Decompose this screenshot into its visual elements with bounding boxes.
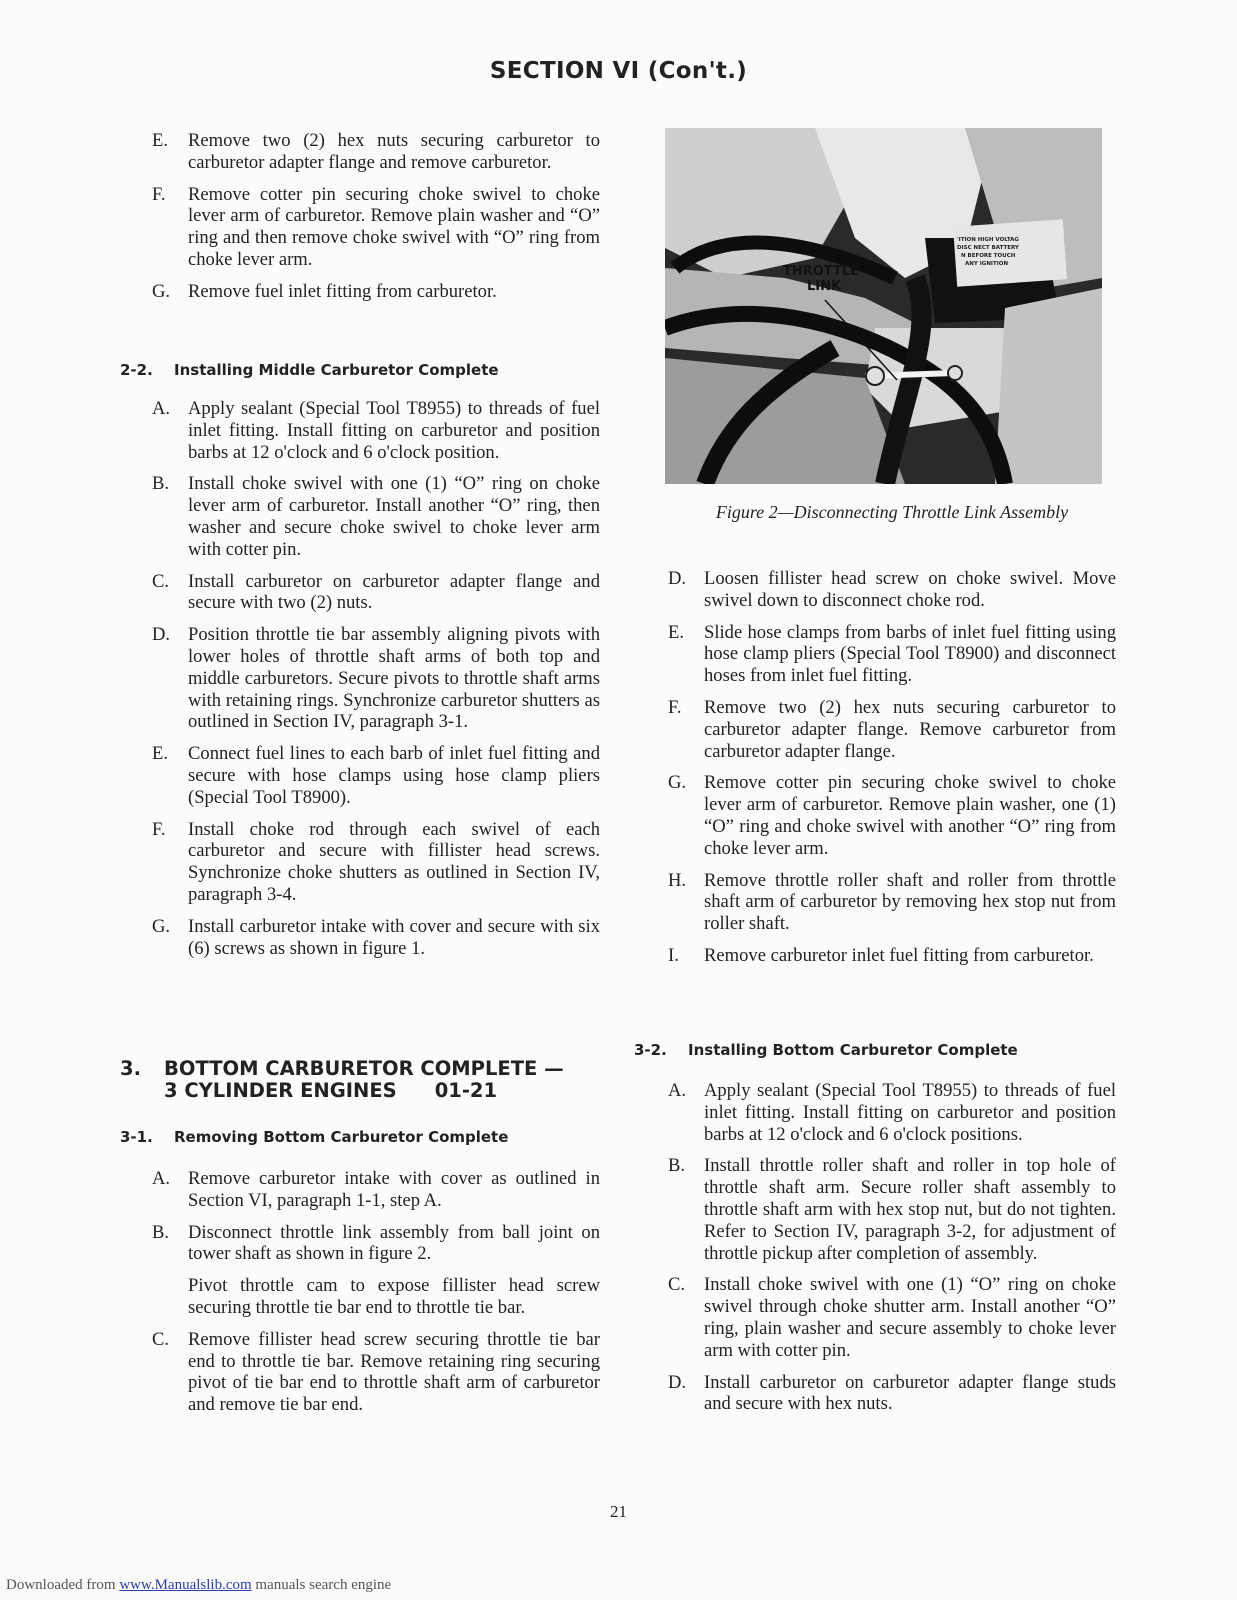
step-item	[668, 1155, 1116, 1264]
step-item	[152, 184, 600, 271]
step-letter: C.	[152, 570, 170, 592]
step-text: Install throttle roller shaft and roller in top hole of throttle shaft arm. Secure roller shaft assembly to throttle shaft arm with hex stop nut, but do not tighten. Refer to Section IV, paragraph 3-2, for adjustment of throttle pickup after completion of assembly.	[704, 1155, 1116, 1264]
decal-text: ANY IGNITION	[965, 261, 1009, 267]
step-item	[152, 916, 600, 960]
step-item	[152, 571, 600, 615]
step-item	[668, 697, 1116, 762]
step-letter: B.	[668, 1155, 686, 1177]
section-title: Installing Middle Carburetor Complete	[174, 361, 499, 379]
step-letter: H.	[668, 869, 687, 891]
step-text: Remove carburetor inlet fuel fitting from carburetor.	[704, 944, 1094, 966]
right-column-steps	[668, 568, 1116, 977]
step-text: Apply sealant (Special Tool T8955) to threads of fuel inlet fitting. Install fitting on carburetor and position barbs at 12 o'clock and 6 o'clock positions.	[704, 1080, 1116, 1145]
manualslib-link[interactable]: www.Manualslib.com	[119, 1577, 252, 1593]
step-text: Connect fuel lines to each barb of inlet fuel fitting and secure with hose clamps using hose clamp pliers (Special Tool T8900).	[188, 743, 600, 808]
step-item	[152, 398, 600, 463]
download-footer	[6, 1577, 391, 1594]
step-item	[668, 1274, 1116, 1361]
figure-caption: Figure 2—Disconnecting Throttle Link Assembly	[715, 502, 1069, 522]
figure-label-throttle: THROTTLE	[783, 264, 860, 279]
step-letter: A.	[668, 1080, 687, 1101]
section-3-2-steps	[668, 1080, 1116, 1425]
step-letter: I.	[668, 944, 679, 966]
step-item	[152, 1222, 600, 1266]
step-item	[668, 568, 1116, 612]
step-letter: F.	[668, 696, 682, 718]
section-3-2-heading	[634, 1041, 1018, 1059]
page-number: 21	[610, 1502, 627, 1521]
step-text: Install choke swivel with one (1) “O” ring on choke swivel through choke shutter arm. Install another “O” ring, plain washer and secure assembly to choke lever arm with cotter pin.	[704, 1274, 1116, 1361]
step-item	[152, 1168, 600, 1212]
decal-text: 'ITION HIGH VOLTAG	[957, 237, 1019, 243]
step-continuation: Pivot throttle cam to expose fillister head screw securing throttle tie bar end to throttle tie bar.	[188, 1275, 600, 1318]
figure-label-link: LINK	[807, 279, 842, 294]
step-text: Install choke rod through each swivel of each carburetor and secure with fillister head screws. Synchronize choke shutters as outlined in Section IV, paragraph 3-4.	[188, 818, 600, 905]
step-letter: D.	[152, 624, 171, 646]
step-letter: E.	[152, 743, 169, 765]
section-title-line2: 3 CYLINDER ENGINES	[164, 1079, 397, 1102]
step-text: Install carburetor on carburetor adapter flange studs and secure with hex nuts.	[704, 1371, 1116, 1415]
step-text: Remove cotter pin securing choke swivel to choke lever arm of carburetor. Remove plain washer, one (1) “O” ring and choke swivel with another “O” ring from choke lever arm.	[704, 772, 1116, 859]
step-item	[152, 743, 600, 808]
section-number: 3-2.	[634, 1041, 667, 1059]
left-column	[152, 130, 600, 313]
step-text: Loosen fillister head screw on choke swivel. Move swivel down to disconnect choke rod.	[704, 568, 1116, 611]
section-title-line1: BOTTOM CARBURETOR COMPLETE —	[164, 1057, 564, 1080]
footer-suffix: manuals search engine	[251, 1577, 392, 1593]
decal-text: N BEFORE TOUCH	[961, 253, 1016, 259]
step-item	[668, 622, 1116, 687]
step-letter: F.	[152, 818, 166, 840]
page-title: SECTION VI (Con't.)	[489, 58, 748, 84]
step-item	[668, 1080, 1116, 1145]
step-letter: B.	[152, 1221, 170, 1243]
step-text: Remove throttle roller shaft and roller from throttle shaft arm of carburetor by removing hex stop nut from roller shaft.	[704, 869, 1116, 935]
step-letter: E.	[152, 130, 169, 151]
step-text: Disconnect throttle link assembly from ball joint on tower shaft as shown in figure 2.	[188, 1221, 600, 1265]
step-text: Remove carburetor intake with cover as outlined in Section VI, paragraph 1-1, step A.	[188, 1168, 600, 1211]
decal-text: DISC NECT BATTERY	[957, 245, 1019, 251]
step-letter: D.	[668, 568, 687, 589]
figure-throttle-link-photo	[665, 128, 1102, 484]
step-letter: C.	[152, 1328, 170, 1350]
step-letter: B.	[152, 473, 170, 495]
step-letter: A.	[152, 1168, 171, 1189]
section-2-2-heading	[120, 361, 499, 379]
engine-photo-illustration	[665, 128, 1102, 484]
step-text: Slide hose clamps from barbs of inlet fuel fitting using hose clamp pliers (Special Tool T8900) and disconnect hoses from inlet fuel fitting.	[704, 621, 1116, 687]
section-3-1-steps	[152, 1168, 600, 1426]
section-number: 3-1.	[120, 1128, 153, 1146]
step-letter: C.	[668, 1274, 686, 1296]
section-number: 3.	[120, 1057, 141, 1080]
section-3-heading	[120, 1058, 580, 1102]
step-text: Install carburetor on carburetor adapter flange and secure with two (2) nuts.	[188, 570, 600, 614]
step-letter: E.	[668, 621, 685, 643]
step-text: Install carburetor intake with cover and secure with six (6) screws as shown in figure 1.	[188, 915, 600, 959]
step-text: Remove two (2) hex nuts securing carburetor to carburetor adapter flange and remove carburetor.	[188, 130, 600, 173]
step-item	[668, 945, 1116, 967]
section-title: Removing Bottom Carburetor Complete	[174, 1128, 509, 1146]
step-letter: F.	[152, 183, 166, 205]
step-text: Apply sealant (Special Tool T8955) to threads of fuel inlet fitting. Install fitting on carburetor and position barbs at 12 o'clock and 6 o'clock position.	[188, 398, 600, 463]
section-number: 2-2.	[120, 361, 153, 379]
step-item	[668, 1372, 1116, 1416]
section-title: Installing Bottom Carburetor Complete	[688, 1041, 1018, 1059]
step-item	[152, 1329, 600, 1416]
step-text: Remove cotter pin securing choke swivel to choke lever arm of carburetor. Remove plain washer and “O” ring and then remove choke swivel with “O” ring from choke lever arm.	[188, 183, 600, 270]
engine-code: 01-21	[434, 1079, 498, 1102]
section-2-2-steps	[152, 398, 600, 969]
step-text: Remove fillister head screw securing throttle tie bar end to throttle tie bar. Remove retaining ring securing pivot of tie bar end to throttle shaft arm of carburetor and remove tie bar end.	[188, 1328, 600, 1416]
step-item	[152, 819, 600, 906]
step-item	[152, 624, 600, 733]
footer-prefix: Downloaded from	[6, 1577, 120, 1593]
step-letter: G.	[668, 772, 687, 794]
step-text: Remove two (2) hex nuts securing carburetor to carburetor adapter flange. Remove carburetor from carburetor adapter flange.	[704, 696, 1116, 762]
step-letter: G.	[152, 915, 171, 937]
step-item	[668, 772, 1116, 859]
step-item	[152, 473, 600, 560]
step-item	[152, 130, 600, 174]
step-letter: G.	[152, 280, 171, 302]
step-item	[668, 870, 1116, 935]
step-text: Install choke swivel with one (1) “O” ring on choke lever arm of carburetor. Install another “O” ring, then washer and secure choke swivel to choke lever arm with cotter pin.	[188, 473, 600, 560]
step-letter: A.	[152, 398, 171, 419]
section-3-1-heading	[120, 1128, 508, 1146]
step-text: Position throttle tie bar assembly aligning pivots with lower holes of throttle shaft arms of both top and middle carburetors. Secure pivots to throttle shaft arms with retaining rings. Synchronize carburetor shutters as outlined in Section IV, paragraph 3-1.	[188, 624, 600, 733]
step-text: Remove fuel inlet fitting from carburetor.	[188, 280, 497, 302]
step-letter: D.	[668, 1371, 687, 1393]
step-item	[152, 281, 600, 303]
